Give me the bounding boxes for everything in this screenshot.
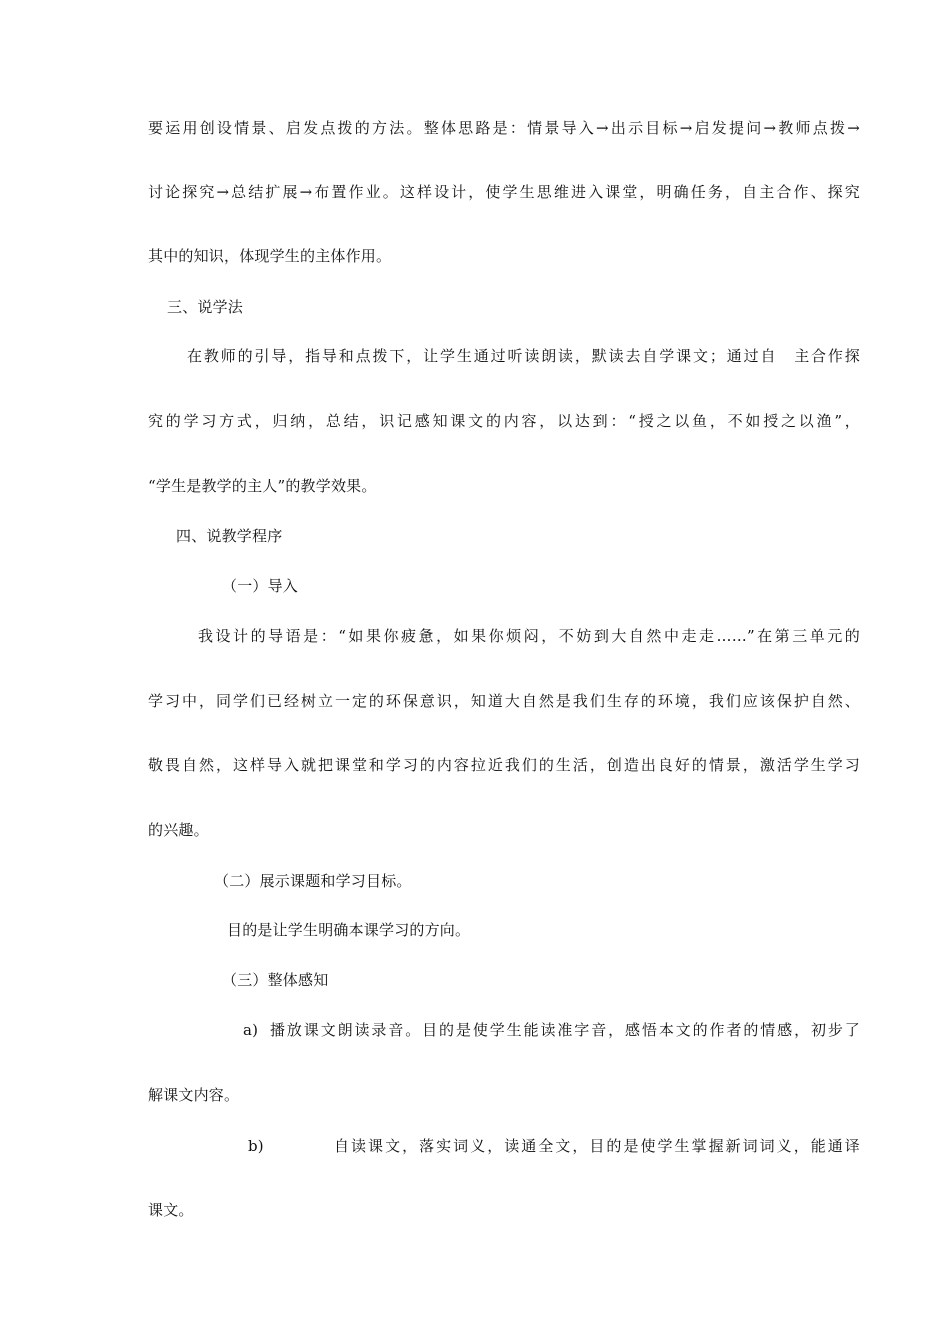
subsection-heading: （一）导入	[222, 577, 299, 595]
paragraph-line: 学习中，同学们已经树立一定的环保意识，知道大自然是我们生存的环境，我们应该保护自然、	[148, 692, 860, 710]
list-item-text: 课文。	[148, 1201, 194, 1219]
paragraph-line: 究的学习方式，归纳，总结，识记感知课文的内容，以达到：“授之以鱼，不如授之以渔”，	[148, 412, 860, 430]
paragraph-line: 在教师的引导，指导和点拨下，让学生通过听读朗读，默读去自学课文；通过自 主合作探	[187, 347, 860, 365]
paragraph-line: 讨论探究→总结扩展→布置作业。这样设计，使学生思维进入课堂，明确任务，自主合作、探究	[148, 183, 860, 201]
paragraph-line: 敬畏自然，这样导入就把课堂和学习的内容拉近我们的生活，创造出良好的情景，激活学生学习	[148, 756, 860, 774]
subsection-heading: （三）整体感知	[222, 971, 329, 989]
list-item-text: 自读课文，落实词义，读通全文，目的是使学生掌握新词词义，能通译	[334, 1137, 860, 1155]
paragraph-line: 要运用创设情景、启发点拨的方法。整体思路是：情景导入→出示目标→启发提问→教师点拨→	[148, 119, 860, 137]
list-item-text: 解课文内容。	[148, 1086, 240, 1104]
paragraph-line: 我设计的导语是：“如果你疲惫，如果你烦闷，不妨到大自然中走走……”在第三单元的	[198, 627, 860, 645]
section-heading: 四、说教学程序	[176, 527, 283, 545]
paragraph-line: 的兴趣。	[148, 821, 209, 839]
paragraph-line: 其中的知识，体现学生的主体作用。	[148, 247, 392, 265]
list-marker: a)	[243, 1021, 259, 1039]
list-item-text: 播放课文朗读录音。目的是使学生能读准字音，感悟本文的作者的情感，初步了	[270, 1021, 860, 1039]
section-heading: 三、说学法	[167, 298, 244, 316]
paragraph-line: 目的是让学生明确本课学习的方向。	[227, 921, 471, 939]
subsection-heading: （二）展示课题和学习目标。	[214, 872, 412, 890]
paragraph-line: “学生是教学的主人”的教学效果。	[148, 477, 377, 495]
list-marker: b)	[248, 1137, 264, 1155]
